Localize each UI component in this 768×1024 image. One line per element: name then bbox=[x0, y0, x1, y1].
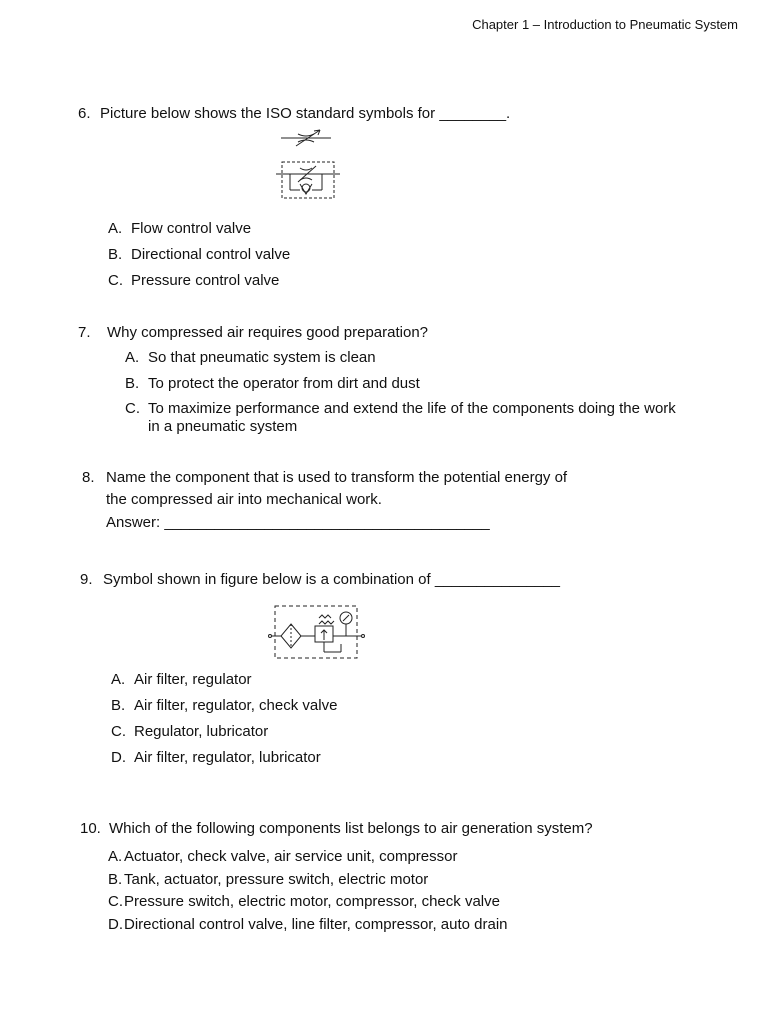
q10-option-d-text: Directional control valve, line filter, compressor, auto drain bbox=[124, 916, 508, 933]
q10-number: 10. bbox=[80, 820, 101, 837]
page-header: Chapter 1 – Introduction to Pneumatic System bbox=[472, 17, 738, 32]
q9-option-d-letter: D. bbox=[111, 749, 126, 766]
q9-option-a-text: Air filter, regulator bbox=[134, 671, 252, 688]
q7-option-a-letter: A. bbox=[125, 349, 140, 366]
q7-number: 7. bbox=[78, 324, 91, 341]
q9-option-c-letter: C. bbox=[111, 723, 126, 740]
q9-option-c-text: Regulator, lubricator bbox=[134, 723, 269, 740]
q7-option-b-text: To protect the operator from dirt and dust bbox=[148, 375, 420, 392]
q10-question: Which of the following components list belongs to air generation system? bbox=[109, 820, 593, 837]
q9-number: 9. bbox=[80, 571, 93, 588]
air-service-unit-icon bbox=[267, 602, 367, 662]
q7-option-a-text: So that pneumatic system is clean bbox=[148, 349, 376, 366]
q10-option-c-letter: C. bbox=[108, 893, 123, 910]
q7-option-b-letter: B. bbox=[125, 375, 140, 392]
q10-option-b-letter: B. bbox=[108, 871, 123, 888]
q8-answer-blank: Answer: _______________________________________ bbox=[106, 514, 490, 531]
q9-option-b-text: Air filter, regulator, check valve bbox=[134, 697, 338, 714]
q7-option-c-letter: C. bbox=[125, 400, 140, 417]
q8-question-line1: Name the component that is used to transform the potential energy of bbox=[106, 469, 568, 486]
q9-option-d-text: Air filter, regulator, lubricator bbox=[134, 749, 321, 766]
q6-number: 6. bbox=[78, 105, 91, 122]
q10-option-d-letter: D. bbox=[108, 916, 123, 933]
q9-question: Symbol shown in figure below is a combination of _______________ bbox=[103, 571, 560, 588]
q6-option-b-text: Directional control valve bbox=[131, 246, 291, 263]
flow-control-valve-icon bbox=[276, 128, 346, 203]
q6-option-c-text: Pressure control valve bbox=[131, 272, 280, 289]
q10-option-c-text: Pressure switch, electric motor, compressor, check valve bbox=[124, 893, 500, 910]
q6-option-a-text: Flow control valve bbox=[131, 220, 252, 237]
q9-option-a-letter: A. bbox=[111, 671, 126, 688]
q10-option-b-text: Tank, actuator, pressure switch, electric motor bbox=[124, 871, 429, 888]
q6-option-c-letter: C. bbox=[108, 272, 123, 289]
q10-option-a-text: Actuator, check valve, air service unit, compressor bbox=[124, 848, 458, 865]
q6-question: Picture below shows the ISO standard symbols for ________. bbox=[100, 105, 511, 122]
q7-question: Why compressed air requires good preparation? bbox=[107, 324, 428, 341]
q9-option-b-letter: B. bbox=[111, 697, 126, 714]
q6-option-a-letter: A. bbox=[108, 220, 123, 237]
q10-option-a-letter: A. bbox=[108, 848, 123, 865]
q8-question-line2: the compressed air into mechanical work. bbox=[106, 491, 382, 508]
q7-option-c-text-line2: in a pneumatic system bbox=[148, 418, 298, 435]
q6-option-b-letter: B. bbox=[108, 246, 123, 263]
q8-number: 8. bbox=[82, 469, 95, 486]
q7-option-c-text: To maximize performance and extend the life of the components doing the work bbox=[148, 400, 676, 417]
